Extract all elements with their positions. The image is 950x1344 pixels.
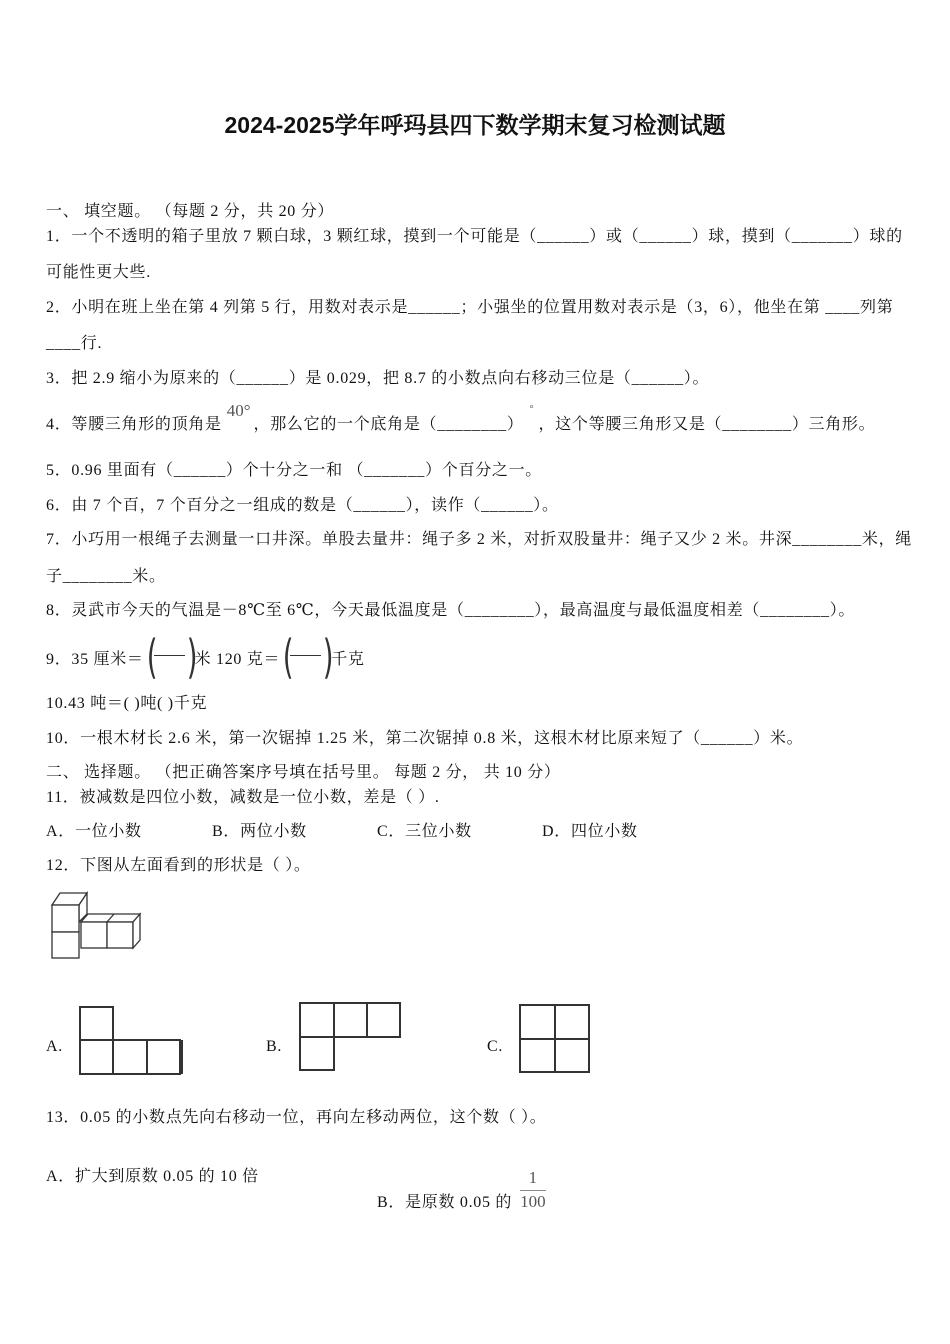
paren-open: ( [146,630,158,684]
question-9-part-1: 9．35 厘米＝ [46,650,144,668]
q13-option-b-text: B．是原数 0.05 的 [377,1194,513,1211]
grid-square [80,1040,113,1074]
question-1-line-1: 1．一个不透明的箱子里放 7 颗白球，3 颗红球，摸到一个可能是（______）或（______）球，摸到（_______）球的 [46,228,903,245]
q12-option-b-figure [296,999,404,1074]
column-cube-upper [52,905,79,932]
grid-square [147,1040,180,1074]
grid-square [520,1039,555,1072]
grid-square [300,1003,334,1037]
q12-option-c-figure [516,1001,594,1076]
q13-option-b [377,1166,546,1211]
page-title: 2024-2025学年呼玛县四下数学期末复习检测试题 [224,112,726,138]
question-7-line-1: 7．小巧用一根绳子去测量一口井深。单股去量井：绳子多 2 米，对折双股量井：绳子又少 2 米。井深________米，绳 [46,531,913,548]
question-2-line-2: ____行. [46,335,103,352]
section-2-heading: 二、 选择题。 （把正确答案序号填在括号里。 每题 2 分， 共 10 分） [46,764,561,781]
q13-option-a: A．扩大到原数 0.05 的 10 倍 [46,1168,259,1185]
grid-square [367,1003,400,1037]
question-9-part-2: 米 120 克＝ [194,650,281,668]
question-4-middle: ，那么它的一个底角是（________） [253,416,524,433]
fraction-denominator: 100 [520,1192,546,1211]
cube-stack-figure [46,886,146,964]
apex-angle-value: 40° [226,401,251,420]
question-8: 8．灵武市今天的气温是－8℃至 6℃，今天最低温度是（________），最高温度与最低温度相差（________）。 [46,602,856,619]
question-5: 5．0.96 里面有（______）个十分之一和 （_______）个百分之一。 [46,462,543,479]
row-cube-front-1 [81,922,107,948]
question-4-before: 4．等腰三角形的顶角是 [46,416,222,433]
question-10: 10．一根木材长 2.6 米，第一次锯掉 1.25 米，第二次锯掉 0.8 米，这根木材比原来短了（______）米。 [46,730,804,747]
grid-square [113,1040,147,1074]
fraction-numerator: 1 [520,1166,546,1191]
q12-option-b-label: B. [266,1038,283,1055]
fraction-bar [154,655,185,656]
question-4 [46,401,876,435]
row-cube-front-2 [107,922,133,948]
question-7-line-2: 子________米。 [46,568,166,585]
question-1-line-2: 可能性更大些. [46,264,151,281]
grid-square [555,1039,589,1072]
q11-option-b: B．两位小数 [212,823,307,840]
q11-option-a: A．一位小数 [46,823,142,840]
q12-option-a-figure [76,1003,184,1079]
question-13: 13．0.05 的小数点先向右移动一位，再向左移动两位，这个数（ ）。 [46,1109,547,1126]
fraction-blank-2 [281,630,334,684]
section-1-heading: 一、 填空题。 （每题 2 分，共 20 分） [46,203,335,220]
grid-square [80,1007,113,1040]
question-9 [46,630,365,684]
q12-option-c-label: C. [487,1038,504,1055]
question-11: 11．被减数是四位小数，减数是一位小数，差是（ ）. [46,789,440,806]
question-9-part-3: 千克 [331,650,365,668]
question-12: 12．下图从左面看到的形状是（ ）。 [46,857,311,874]
q12-option-a-label: A. [46,1038,63,1055]
degree-symbol: ° [529,404,534,415]
q11-option-d: D．四位小数 [542,823,638,840]
question-4-after: ，这个等腰三角形又是（________）三角形。 [538,416,876,433]
grid-square [300,1037,334,1070]
paren-open: ( [283,630,294,684]
grid-square [520,1005,555,1039]
question-3: 3．把 2.9 缩小为原来的（______）是 0.029，把 8.7 的小数点向右移动三位是（______）。 [46,370,710,387]
question-2-line-1: 2．小明在班上坐在第 4 列第 5 行，用数对表示是______；小强坐的位置用数对表示是（3，6），他坐在第 ____列第 [46,299,894,316]
paren-close: ) [186,630,198,684]
fraction-one-hundredth [520,1166,546,1213]
column-cube-lower [52,932,79,958]
question-6: 6．由 7 个百，7 个百分之一组成的数是（______），读作（______）。 [46,497,559,514]
question-9-line-2: 10.43 吨＝( )吨( )千克 [46,695,208,712]
grid-square [334,1003,367,1037]
q11-option-c: C．三位小数 [377,823,472,840]
paren-close: ) [323,630,334,684]
grid-square [555,1005,589,1039]
fraction-bar [290,655,321,656]
fraction-blank-1 [145,630,198,684]
